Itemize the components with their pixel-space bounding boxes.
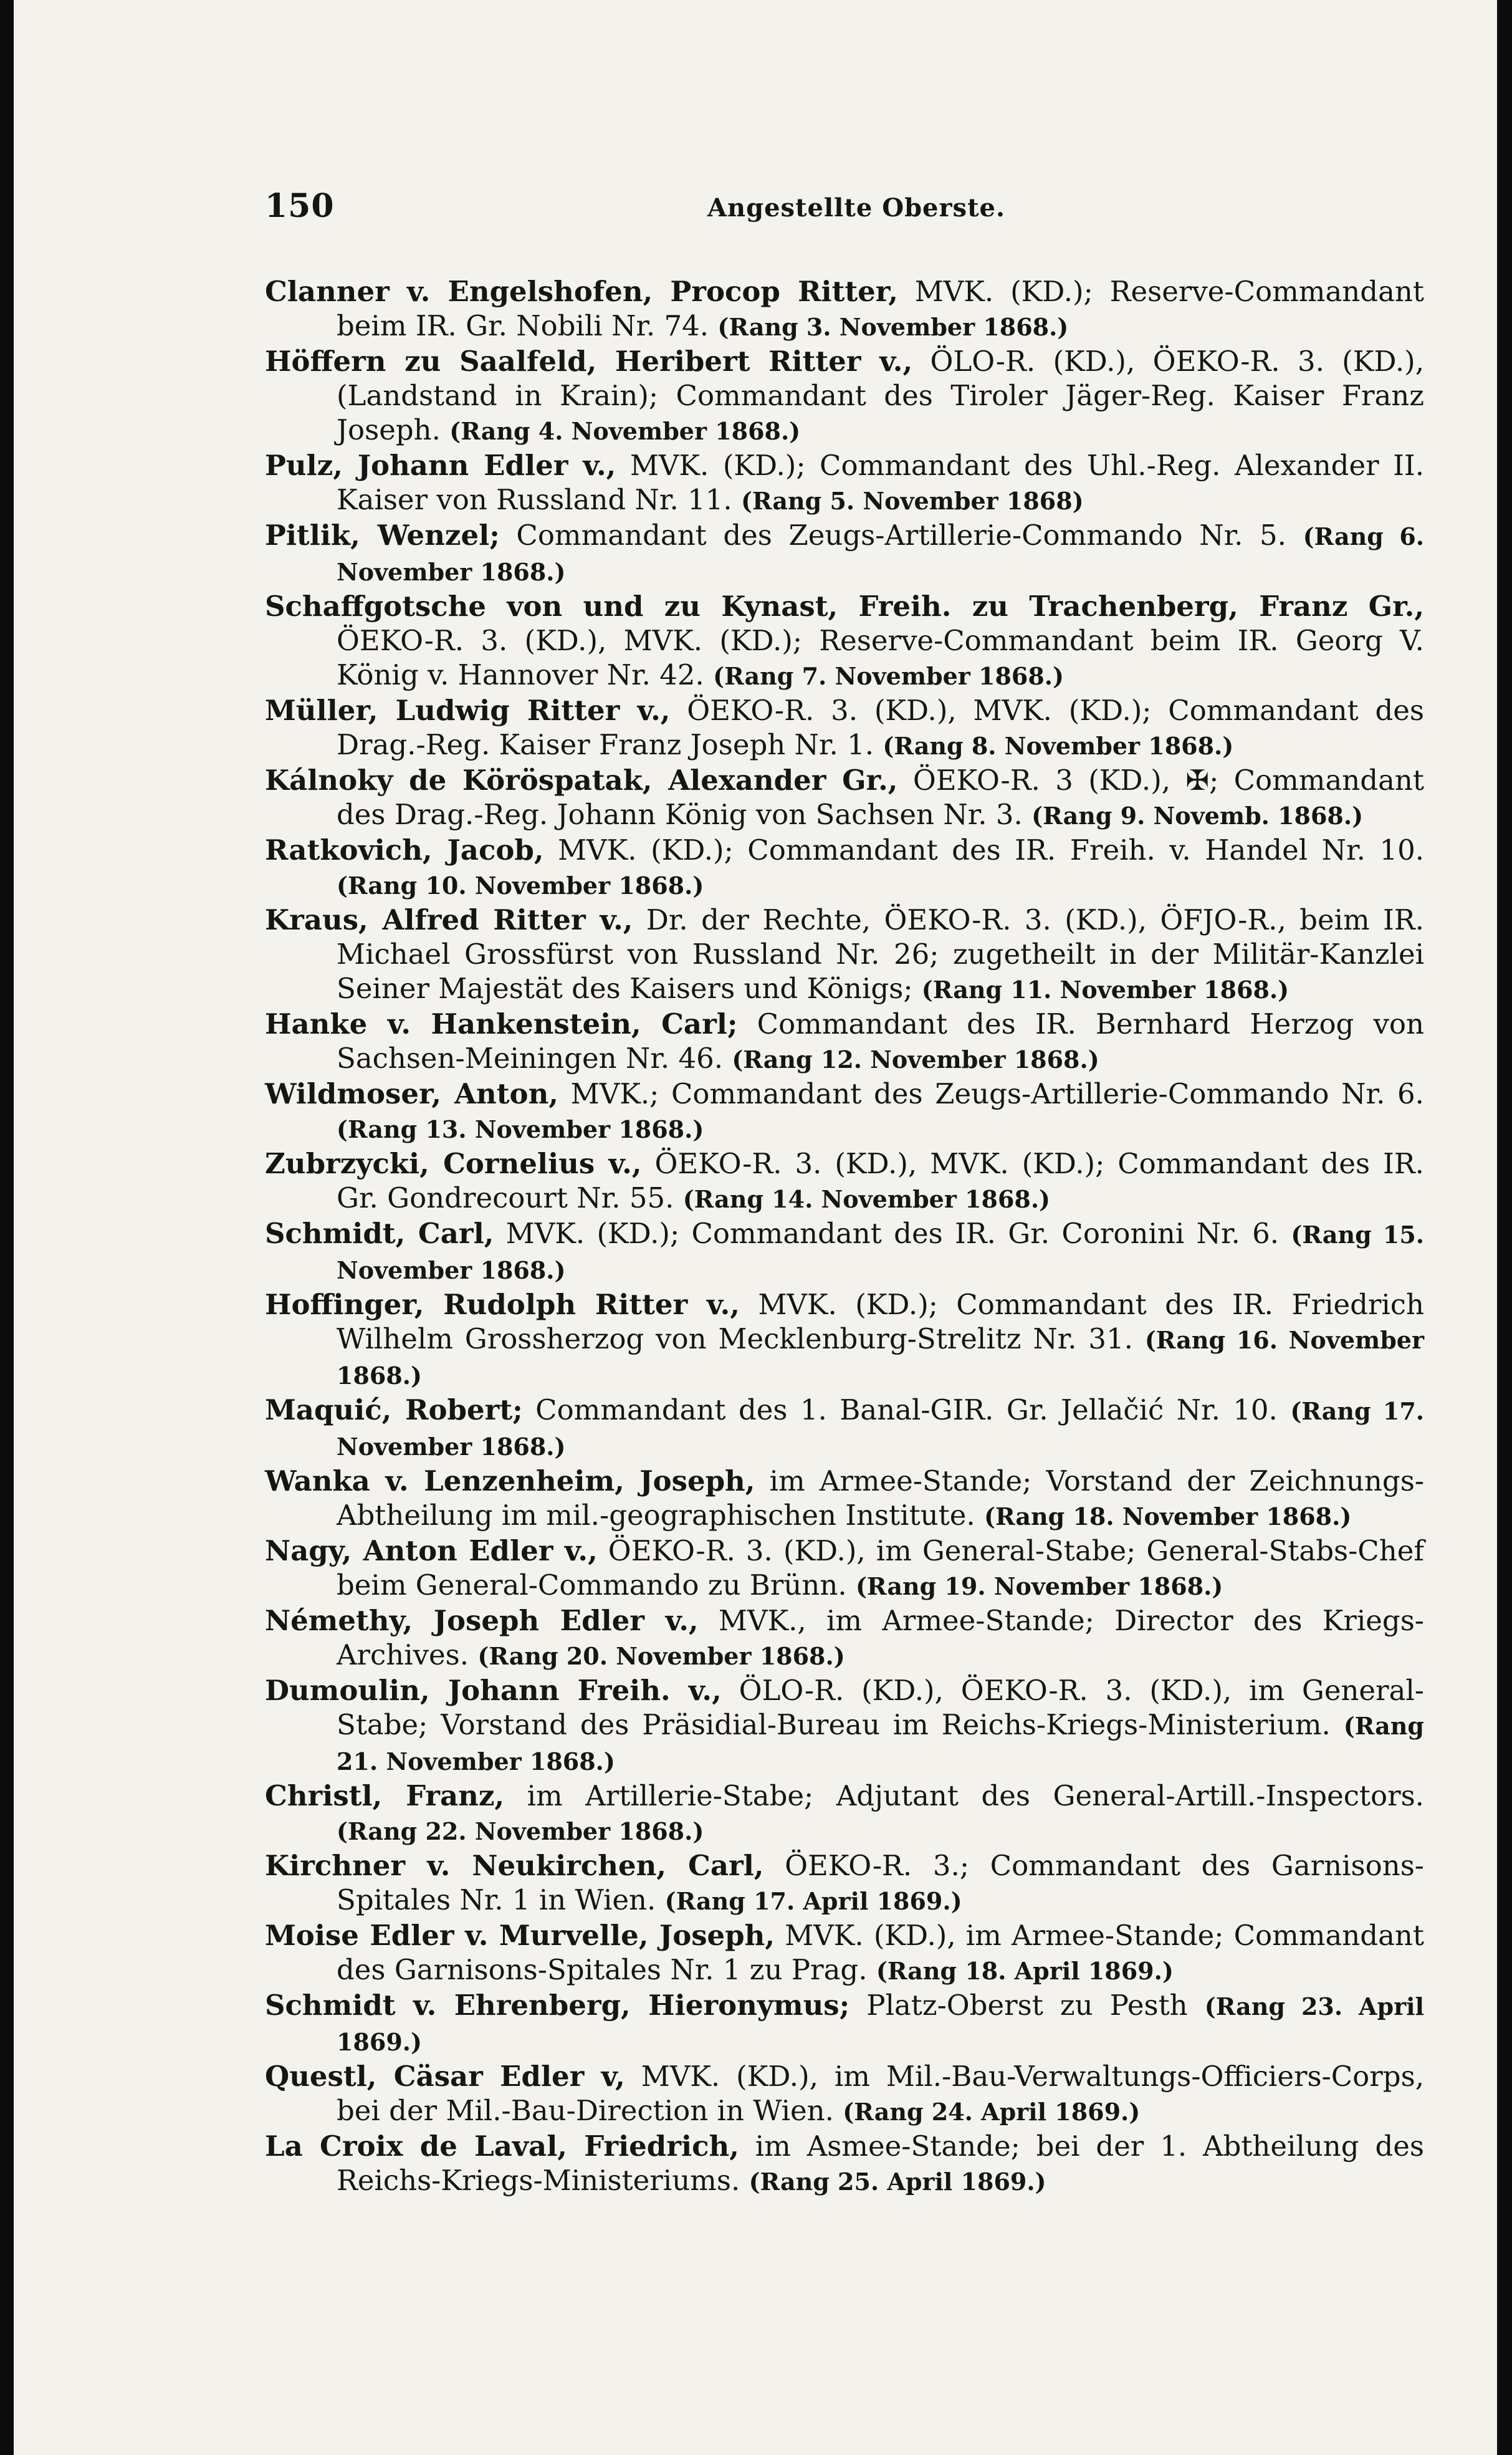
entry-name: Clanner v. Engelshofen, Procop Ritter, [265, 275, 898, 308]
list-item [265, 1077, 1424, 1146]
entry-name: Christl, Franz, [265, 1779, 505, 1812]
page-header [265, 187, 1424, 231]
entry-rank: (Rang 14. November 1868.) [682, 1185, 1051, 1213]
list-item [265, 763, 1424, 833]
entry-text: ÖLO-R. (KD.), ÖEKO-R. 3. (KD.), (Landstand in Krain); Commandant des Tiroler Jäger-Reg. Kaiser Franz Joseph. [337, 345, 1424, 446]
entry-text: MVK.; Commandant des Zeugs-Artillerie-Commando Nr. 6. [558, 1077, 1424, 1110]
list-item [265, 518, 1424, 589]
page-number: 150 [265, 187, 335, 225]
scan-border-right [1497, 0, 1512, 2455]
entry-name: Némethy, Joseph Edler v., [265, 1604, 699, 1637]
entry-name: Schmidt v. Ehrenberg, Hieronymus; [265, 1989, 850, 2022]
entry-rank: (Rang 5. November 1868) [740, 487, 1084, 515]
entry-name: Pulz, Johann Edler v., [265, 449, 616, 482]
list-item [265, 1287, 1424, 1393]
entry-rank: (Rang 18. April 1869.) [876, 1957, 1174, 1985]
entry-name: Hoffinger, Rudolph Ritter v., [265, 1288, 740, 1321]
list-item [265, 448, 1424, 518]
scan-border-left [0, 0, 14, 2455]
entry-text: MVK. (KD.); Reserve-Commandant beim IR. Gr. Nobili Nr. 74. [337, 275, 1424, 342]
entry-rank: (Rang 18. November 1868.) [983, 1502, 1352, 1530]
entry-text: ÖEKO-R. 3. (KD.), MVK. (KD.); Commandant des IR. Gr. Gondrecourt Nr. 55. [337, 1147, 1424, 1214]
entry-name: Dumoulin, Johann Freih. v., [265, 1674, 722, 1707]
entry-text: ÖEKO-R. 3. (KD.), MVK. (KD.); Reserve-Commandant beim IR. Georg V. König v. Hannover Nr. 42. [337, 624, 1424, 691]
entry-text: ÖEKO-R. 3. (KD.), im General-Stabe; General-Stabs-Chef beim General-Commando zu Brünn. [337, 1534, 1424, 1602]
entry-text: Commandant des 1. Banal-GIR. Gr. Jellačić Nr. 10. [522, 1393, 1278, 1426]
entry-rank: (Rang 22. November 1868.) [337, 1817, 704, 1845]
entry-name: Höffern zu Saalfeld, Heribert Ritter v., [265, 345, 913, 378]
list-item [265, 344, 1424, 448]
entry-rank: (Rang 25. April 1869.) [749, 2168, 1046, 2196]
list-item [265, 1779, 1424, 1848]
entry-text: MVK. (KD.), im Mil.-Bau-Verwaltungs-Officiers-Corps, bei der Mil.-Bau-Direction in Wien. [337, 2060, 1424, 2127]
entry-name: Schmidt, Carl, [265, 1217, 494, 1250]
list-item [265, 1918, 1424, 1988]
entry-name: Wildmoser, Anton, [265, 1077, 558, 1110]
list-item [265, 1848, 1424, 1918]
entry-name: Schaffgotsche von und zu Kynast, Freih. zu Trachenberg, Franz Gr., [265, 590, 1424, 623]
entry-text: im Asmee-Stande; bei der 1. Abtheilung des Reichs-Kriegs-Ministeriums. [337, 2130, 1424, 2197]
list-item [265, 1988, 1424, 2059]
entry-rank: (Rang 17. November 1868.) [337, 1397, 1425, 1461]
entry-rank: (Rang 4. November 1868.) [449, 417, 801, 445]
entry-text: Commandant des IR. Bernhard Herzog von Sachsen-Meiningen Nr. 46. [337, 1007, 1424, 1075]
list-item [265, 1673, 1424, 1779]
entry-rank: (Rang 23. April 1869.) [337, 1992, 1424, 2056]
list-item [265, 1603, 1424, 1673]
entry-name: La Croix de Laval, Friedrich, [265, 2130, 739, 2163]
entry-rank: (Rang 10. November 1868.) [337, 872, 704, 900]
entry-name: Maquić, Robert; [265, 1393, 523, 1426]
entry-rank: (Rang 20. November 1868.) [477, 1642, 845, 1670]
entry-rank: (Rang 17. April 1869.) [664, 1887, 962, 1915]
entry-text: Platz-Oberst zu Pesth [849, 1989, 1188, 2022]
entry-text: im Artillerie-Stabe; Adjutant des General-Artill.-Inspectors. [504, 1779, 1424, 1812]
list-item [265, 589, 1424, 693]
list-item [265, 1216, 1424, 1287]
entry-name: Nagy, Anton Edler v., [265, 1534, 598, 1567]
entry-name: Kraus, Alfred Ritter v., [265, 903, 633, 936]
entry-rank: (Rang 15. November 1868.) [337, 1221, 1424, 1284]
entry-text: ÖEKO-R. 3. (KD.), MVK. (KD.); Commandant des Drag.-Reg. Kaiser Franz Joseph Nr. 1. [337, 694, 1424, 761]
entry-text: MVK. (KD.); Commandant des IR. Freih. v. Handel Nr. 10. [543, 834, 1425, 867]
entry-name: Müller, Ludwig Ritter v., [265, 694, 671, 727]
entry-text: MVK. (KD.), im Armee-Stande; Commandant des Garnisons-Spitales Nr. 1 zu Prag. [337, 1919, 1424, 1986]
entry-rank: (Rang 13. November 1868.) [337, 1115, 704, 1143]
entry-rank: (Rang 21. November 1868.) [337, 1712, 1424, 1775]
entry-name: Zubrzycki, Cornelius v., [265, 1147, 642, 1180]
list-item [265, 1464, 1424, 1534]
list-item [265, 1146, 1424, 1216]
entry-text: im Armee-Stande; Vorstand der Zeichnungs-Abtheilung im mil.-geographischen Institute. [337, 1464, 1425, 1532]
entry-rank: (Rang 3. November 1868.) [717, 313, 1069, 341]
list-item [265, 2059, 1424, 2129]
list-item [265, 833, 1424, 903]
entry-name: Moise Edler v. Murvelle, Joseph, [265, 1919, 775, 1952]
entry-text: MVK. (KD.); Commandant des IR. Gr. Coronini Nr. 6. [494, 1217, 1280, 1250]
entry-rank: (Rang 16. November 1868.) [337, 1326, 1424, 1390]
book-page [265, 187, 1424, 2199]
entry-text: Commandant des Zeugs-Artillerie-Commando Nr. 5. [499, 519, 1286, 552]
entry-name: Wanka v. Lenzenheim, Joseph, [265, 1464, 755, 1497]
entry-rank: (Rang 8. November 1868.) [883, 732, 1234, 760]
entry-text: MVK. (KD.); Commandant des IR. Friedrich Wilhelm Grossherzog von Mecklenburg-Strelitz Nr. 31. [337, 1288, 1424, 1355]
list-item [265, 274, 1424, 344]
entry-rank: (Rang 7. November 1868.) [713, 662, 1065, 690]
entry-list [265, 274, 1424, 2199]
entry-text: ÖEKO-R. 3 (KD.), ✠; Commandant des Drag.-Reg. Johann König von Sachsen Nr. 3. [337, 764, 1424, 831]
list-item [265, 1534, 1424, 1603]
entry-rank: (Rang 6. November 1868.) [337, 522, 1425, 586]
entry-text: ÖLO-R. (KD.), ÖEKO-R. 3. (KD.), im General-Stabe; Vorstand des Präsidial-Bureau im Reichs-Kriegs-Ministerium. [337, 1674, 1424, 1741]
entry-name: Kirchner v. Neukirchen, Carl, [265, 1849, 764, 1882]
list-item [265, 1393, 1424, 1464]
entry-rank: (Rang 9. Novemb. 1868.) [1031, 802, 1364, 830]
entry-name: Kálnoky de Köröspatak, Alexander Gr., [265, 764, 898, 797]
running-head: Angestellte Oberste. [707, 193, 1005, 223]
entry-text: Dr. der Rechte, ÖEKO-R. 3. (KD.), ÖFJO-R., beim IR. Michael Grossfürst von Russland Nr. 26; zugetheilt in der Militär-Kanzlei Seiner Majestät des Kaisers und Königs; [337, 903, 1424, 1005]
entry-text: ÖEKO-R. 3.; Commandant des Garnisons-Spitales Nr. 1 in Wien. [337, 1849, 1424, 1916]
list-item [265, 693, 1424, 763]
entry-rank: (Rang 24. April 1869.) [843, 2098, 1141, 2126]
entry-name: Pitlik, Wenzel; [265, 519, 500, 552]
entry-text: MVK., im Armee-Stande; Director des Kriegs-Archives. [337, 1604, 1425, 1671]
entry-rank: (Rang 11. November 1868.) [921, 976, 1290, 1004]
entry-rank: (Rang 19. November 1868.) [855, 1572, 1223, 1600]
entry-name: Ratkovich, Jacob, [265, 834, 544, 867]
entry-rank: (Rang 12. November 1868.) [732, 1045, 1099, 1074]
entry-name: Hanke v. Hankenstein, Carl; [265, 1007, 738, 1040]
entry-name: Questl, Cäsar Edler v, [265, 2060, 625, 2093]
list-item [265, 1007, 1424, 1077]
list-item [265, 903, 1424, 1007]
entry-text: MVK. (KD.); Commandant des Uhl.-Reg. Alexander II. Kaiser von Russland Nr. 11. [337, 449, 1425, 516]
list-item [265, 2129, 1424, 2199]
